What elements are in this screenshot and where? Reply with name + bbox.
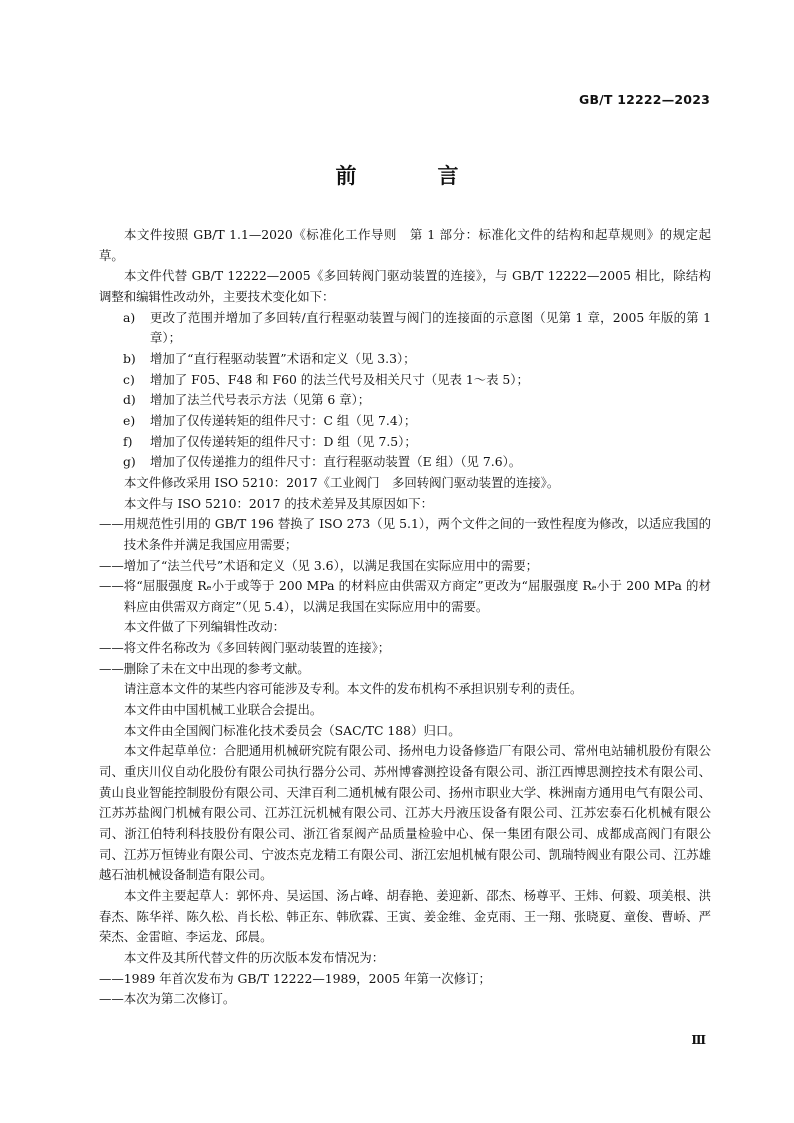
list-marker: b): [123, 350, 136, 366]
standard-number: GB/T 12222—2023: [578, 92, 710, 107]
list-item-text: 本次为第二次修订。: [123, 991, 236, 1007]
paragraph-proposed-by: 本文件由中国机械工业联合会提出。: [124, 702, 323, 718]
list-item: [99, 576, 711, 617]
list-marker: d): [123, 392, 136, 408]
list-item: [99, 989, 711, 1010]
list-item-text: 将文件名称改为《多回转阀门驱动装置的连接》；: [123, 640, 391, 656]
paragraph-history: 本文件及其所代替文件的历次版本发布情况为：: [124, 949, 385, 965]
list-item-text: 更改了范围并增加了多回转/直行程驱动装置与阀门的连接面的示意图（见第 1 章，2005 年版的第 1 章）；: [150, 309, 711, 346]
document-body: [99, 225, 711, 1010]
page-title: 前 言: [335, 164, 489, 188]
list-marker: f): [123, 433, 133, 449]
list-marker: ——: [99, 660, 124, 676]
list-item: [99, 452, 711, 473]
list-marker: c): [123, 371, 135, 387]
list-marker: ——: [99, 991, 124, 1007]
list-marker: e): [123, 412, 136, 428]
list-item: [99, 432, 711, 453]
paragraph-patent-notice: 请注意本文件的某些内容可能涉及专利。本文件的发布机构不承担识别专利的责任。: [124, 681, 583, 697]
list-item-text: 增加了仅传递转矩的组件尺寸：D 组（见 7.5）；: [150, 433, 417, 449]
list-item-text: 增加了“直行程驱动装置”术语和定义（见 3.3）；: [150, 350, 416, 366]
paragraph-drafting-rules: 本文件按照 GB/T 1.1—2020《标准化工作导则 第 1 部分：标准化文件的结构和起草规则》的规定起草。: [99, 227, 711, 263]
paragraph-drafting-organizations: 本文件起草单位：合肥通用机械研究院有限公司、扬州电力设备修造厂有限公司、常州电站辅机股份有限公司、重庆川仪自动化股份有限公司执行器分公司、苏州博睿测控设备有限公司、浙江西博思测控技术有限公司、黄山良业智能控制股份有限公司、天津百利二通机械有限公司、扬州市职业大学、株洲南方通用电气有限公司、江苏苏盐阀门机械有限公司、江苏江沅机械有限公司、江苏大丹液压设备有限公司、江苏宏泰石化机械有限公司、浙江伯特利科技股份有限公司、浙江省泵阀产品质量检验中心、保一集团有限公司、成都成高阀门有限公司、江苏万恒铸业有限公司、宁波杰克龙精工有限公司、浙江宏旭机械有限公司、凯瑞特阀业有限公司、江苏雄越石油机械设备制造有限公司。: [99, 743, 711, 883]
list-item-text: 用规范性引用的 GB/T 196 替换了 ISO 273（见 5.1），两个文件之间的一致性程度为修改，以适应我国的技术条件并满足我国应用需要；: [123, 516, 711, 552]
changes-list: [99, 308, 711, 473]
list-item-text: 删除了未在文中出现的参考文献。: [123, 660, 310, 676]
paragraph-under-jurisdiction: 本文件由全国阀门标准化技术委员会（SAC/TC 188）归口。: [124, 722, 461, 738]
paragraph-technical-differences: 本文件与 ISO 5210：2017 的技术差异及其原因如下：: [124, 495, 434, 511]
list-item-text: 1989 年首次发布为 GB/T 12222—1989，2005 年第一次修订；: [123, 970, 491, 986]
list-item: [99, 370, 711, 391]
paragraph-replacement: 本文件代替 GB/T 12222—2005《多回转阀门驱动装置的连接》，与 GB/T 12222—2005 相比，除结构调整和编辑性改动外，主要技术变化如下：: [99, 268, 711, 304]
list-item-text: 将“屈服强度 Rₑ小于或等于 200 MPa 的材料应由供需双方商定”更改为“屈服强度 Rₑ小于 200 MPa 的材料应由供需双方商定”（见 5.4），以满足我国在实际应用中的需要。: [123, 578, 711, 614]
list-item: [99, 556, 711, 577]
list-item: [99, 411, 711, 432]
paragraph-editorial-changes: 本文件做了下列编辑性改动：: [124, 619, 286, 635]
editorial-list: [99, 638, 711, 679]
list-item-text: 增加了仅传递推力的组件尺寸：直行程驱动装置（E 组）（见 7.6）。: [150, 454, 522, 470]
list-marker: ——: [99, 557, 124, 573]
differences-list: [99, 514, 711, 617]
page-number: Ⅲ: [691, 1033, 706, 1047]
list-marker: ——: [99, 970, 124, 986]
list-item-text: 增加了 F05、F48 和 F60 的法兰代号及相关尺寸（见表 1～表 5）；: [150, 371, 529, 387]
list-item: [99, 969, 711, 990]
list-item-text: 增加了法兰代号表示方法（见第 6 章）；: [150, 392, 371, 408]
list-item-text: 增加了“法兰代号”术语和定义（见 3.6），以满足我国在实际应用中的需要；: [123, 557, 539, 573]
list-item: [99, 659, 711, 680]
list-item-text: 增加了仅传递转矩的组件尺寸：C 组（见 7.4）；: [150, 412, 417, 428]
list-item: [99, 514, 711, 555]
list-marker: ——: [99, 516, 124, 532]
paragraph-drafters: 本文件主要起草人：郭怀舟、吴运国、汤占峰、胡春艳、姜迎新、邵杰、杨尊平、王炜、何毅、项美根、洪春杰、陈华祥、陈久松、肖长松、韩正东、韩欣霖、王寅、姜金维、金克雨、王一翔、张晓夏、童俊、曹峤、严荣杰、金雷暄、李运龙、邱晨。: [99, 888, 711, 945]
list-item: [99, 390, 711, 411]
list-marker: ——: [99, 640, 124, 656]
list-marker: ——: [99, 578, 124, 594]
list-item: [99, 349, 711, 370]
paragraph-iso-adoption: 本文件修改采用 ISO 5210：2017《工业阀门 多回转阀门驱动装置的连接》。: [124, 474, 560, 490]
list-item: [99, 308, 711, 349]
list-item: [99, 638, 711, 659]
list-marker: g): [123, 454, 136, 470]
history-list: [99, 969, 711, 1010]
list-marker: a): [123, 309, 136, 325]
